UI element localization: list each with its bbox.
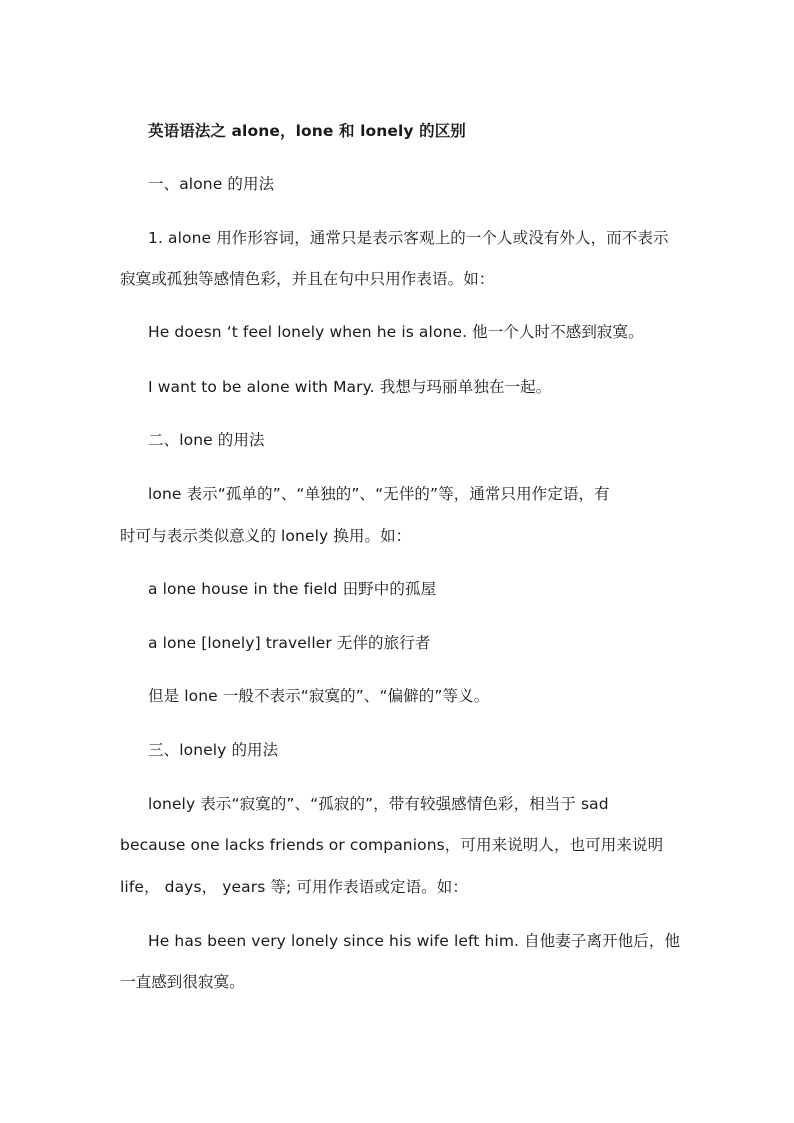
example-phrase-1: a lone house in the field 田野中的孤屋: [148, 580, 437, 598]
document-title: 英语语法之 alone，lone 和 lonely 的区别: [148, 122, 466, 140]
section-heading-alone: 一、alone 的用法: [148, 175, 275, 193]
example-sentence-1: He doesn ‘t feel lonely when he is alone. 他一个人时不感到寂寞。: [148, 323, 644, 341]
paragraph-lone-note: 但是 lone 一般不表示“寂寞的”、“偏僻的”等义。: [148, 687, 490, 705]
paragraph-lonely-line-3: life， days， years 等; 可用作表语或定语。如：: [120, 878, 468, 896]
example-sentence-3-line-2: 一直感到很寂寞。: [120, 973, 245, 991]
example-phrase-2: a lone [lonely] traveller 无伴的旅行者: [148, 634, 431, 652]
example-sentence-2: I want to be alone with Mary. 我想与玛丽单独在一起。: [148, 378, 552, 396]
paragraph-lonely-line-1: lonely 表示“寂寞的”、“孤寂的”，带有较强感情色彩，相当于 sad: [148, 795, 609, 813]
paragraph-alone-line-2: 寂寞或孤独等感情色彩，并且在句中只用作表语。如：: [120, 270, 495, 288]
example-sentence-3-line-1: He has been very lonely since his wife left him. 自他妻子离开他后，他: [148, 932, 681, 950]
paragraph-lone-line-1: lone 表示“孤单的”、“单独的”、“无伴的”等，通常只用作定语，有: [148, 485, 610, 503]
paragraph-lone-line-2: 时可与表示类似意义的 lonely 换用。如：: [120, 527, 412, 545]
paragraph-alone-line-1: 1. alone 用作形容词，通常只是表示客观上的一个人或没有外人，而不表示: [148, 229, 669, 247]
section-heading-lonely: 三、lonely 的用法: [148, 741, 279, 759]
section-heading-lone: 二、lone 的用法: [148, 431, 265, 449]
paragraph-lonely-line-2: because one lacks friends or companions，可用来说明人，也可用来说明: [120, 836, 664, 854]
